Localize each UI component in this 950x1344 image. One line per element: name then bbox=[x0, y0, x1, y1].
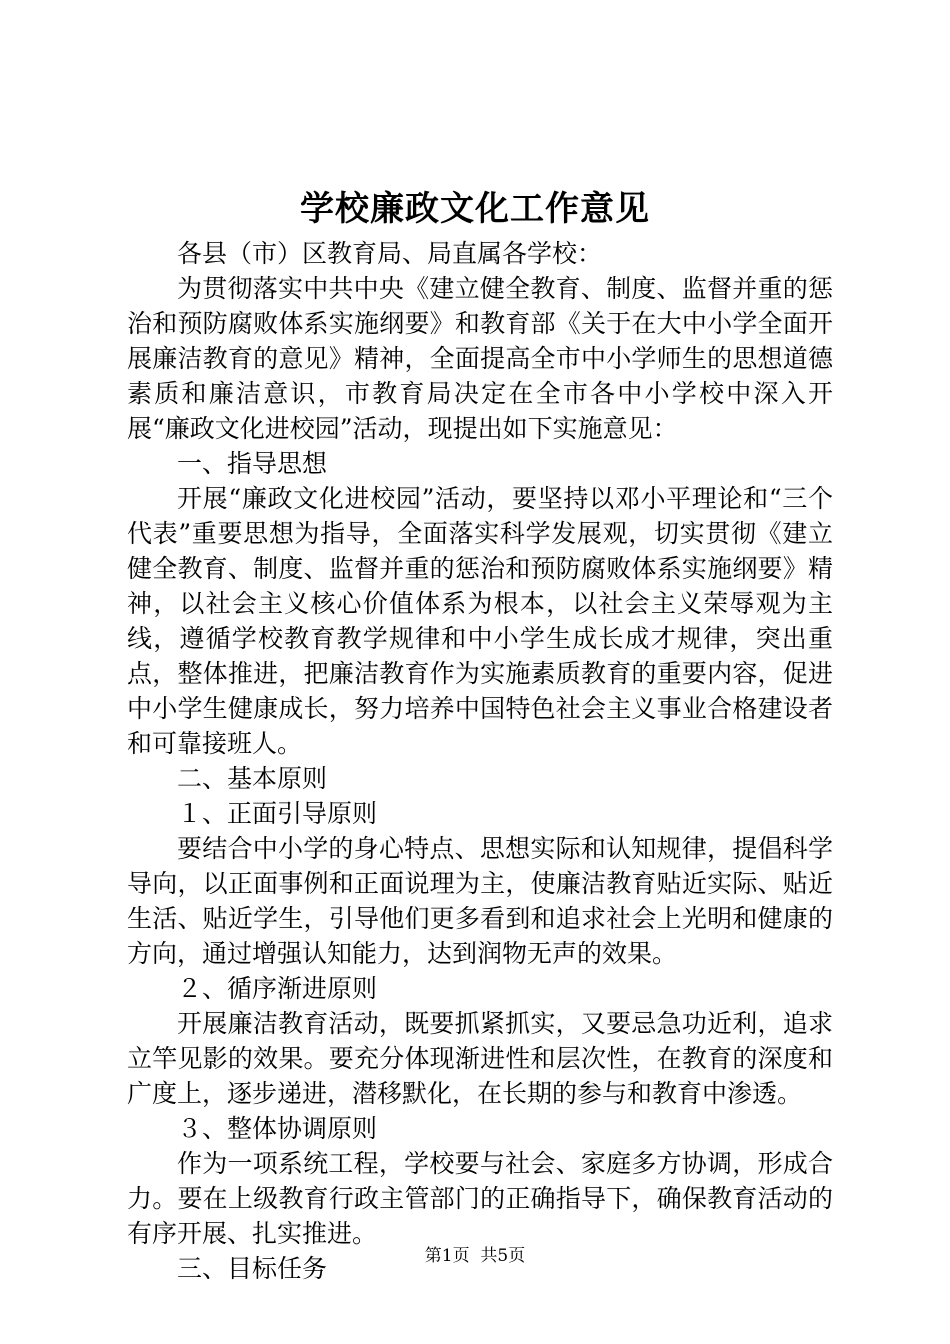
subheading-overall-coordination: ３、整体协调原则 bbox=[177, 1114, 378, 1143]
page-number: 第1页 bbox=[424, 1246, 470, 1266]
subheading-gradual-progress: ２、循序渐进原则 bbox=[177, 974, 378, 1003]
guiding-ideology-paragraph: 开展“廉政文化进校园”活动，要坚持以邓小平理论和“三个代表”重要思想为指导，全面落实科学发展观，切实贯彻《建立健全教育、制度、监督并重的惩治和预防腐败体系实施纲要》精神，以社会主义核心价值体系为根本，以社会主义荣辱观为主线，遵循学校教育教学规律和中小学生成长成才规律，突出重点，整体推进，把廉洁教育作为实施素质教育的重要内容，促进中小学生健康成长，努力培养中国特色社会主义事业合格建设者和可靠接班人。 bbox=[127, 484, 833, 758]
section-heading-goals-tasks: 三、目标任务 bbox=[177, 1254, 328, 1283]
section-heading-guiding-ideology: 一、指导思想 bbox=[177, 449, 328, 478]
overall-coordination-paragraph: 作为一项系统工程，学校要与社会、家庭多方协调，形成合力。要在上级教育行政主管部门的正确指导下，确保教育活动的有序开展、扎实推进。 bbox=[127, 1149, 833, 1248]
section-heading-basic-principles: 二、基本原则 bbox=[177, 764, 328, 793]
page-total: 共5页 bbox=[480, 1246, 526, 1266]
intro-paragraph: 为贯彻落实中共中央《建立健全教育、制度、监督并重的惩治和预防腐败体系实施纲要》和教育部《关于在大中小学全面开展廉洁教育的意见》精神，全面提高全市中小学师生的思想道德素质和廉洁意识，市教育局决定在全市各中小学校中深入开展“廉政文化进校园”活动，现提出如下实施意见： bbox=[127, 274, 833, 443]
document-body bbox=[127, 236, 833, 1286]
subheading-positive-guidance: １、正面引导原则 bbox=[177, 799, 378, 828]
salutation-paragraph: 各县（市）区教育局、局直属各学校： bbox=[177, 239, 603, 268]
gradual-progress-paragraph: 开展廉洁教育活动，既要抓紧抓实，又要忌急功近利，追求立竿见影的效果。要充分体现渐进性和层次性，在教育的深度和广度上，逐步递进，潜移默化，在长期的参与和教育中渗透。 bbox=[127, 1009, 833, 1108]
document-title: 学校廉政文化工作意见 bbox=[300, 189, 650, 229]
positive-guidance-paragraph: 要结合中小学的身心特点、思想实际和认知规律，提倡科学导向，以正面事例和正面说理为主，使廉洁教育贴近实际、贴近生活、贴近学生，引导他们更多看到和追求社会上光明和健康的方向，通过增强认知能力，达到润物无声的效果。 bbox=[127, 834, 833, 968]
page-footer bbox=[0, 1244, 950, 1268]
